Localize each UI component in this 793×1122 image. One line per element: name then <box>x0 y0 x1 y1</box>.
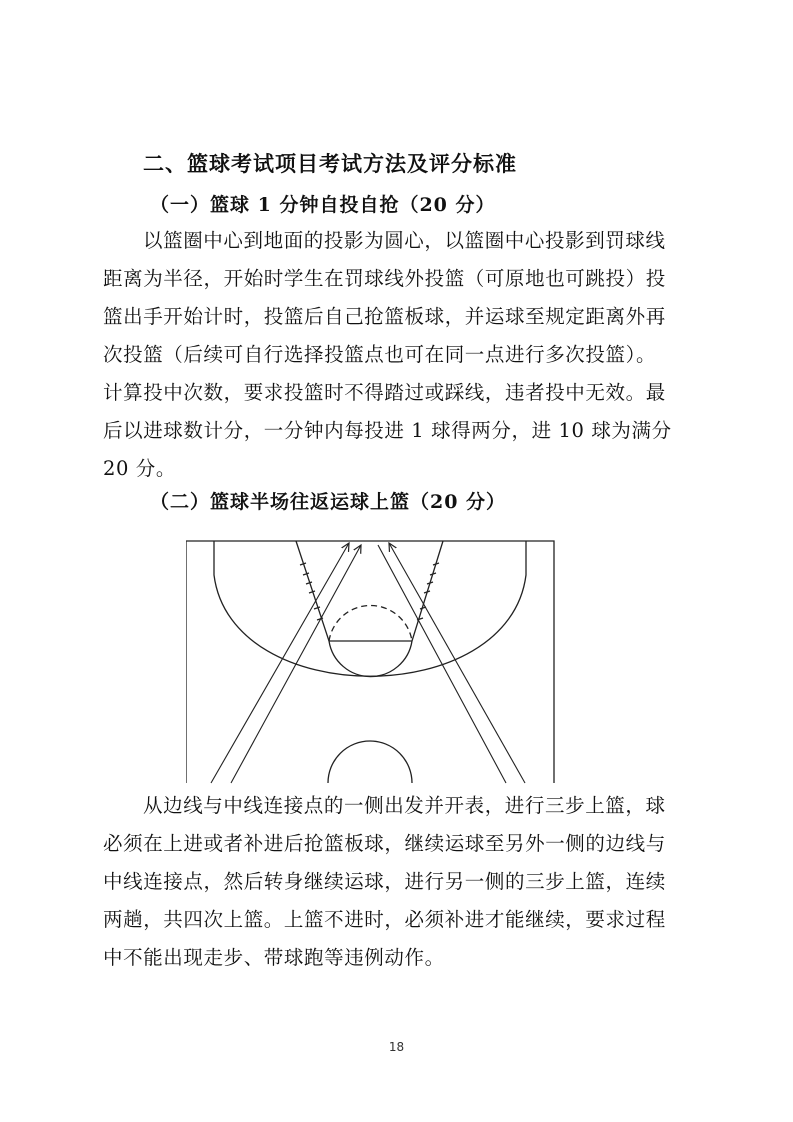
item1-line: 20 分。 <box>103 457 177 480</box>
item1-line: 次投篮（后续可自行选择投篮点也可在同一点进行多次投篮）。 <box>103 343 657 366</box>
free-throw-arc-solid <box>329 641 412 677</box>
item2-line: 中不能出现走步、带球跑等违例动作。 <box>103 946 445 969</box>
half-court-diagram <box>186 535 556 785</box>
item2-line: 中线连接点，然后转身继续运球，进行另一侧的三步上篮，连续 <box>103 870 666 893</box>
layup-path-left-inner <box>231 545 361 783</box>
section-title: 二、篮球考试项目考试方法及评分标准 <box>143 152 517 176</box>
item2-paragraph <box>103 787 703 977</box>
item1-line: 后以进球数计分，一分钟内每投进 1 球得两分，进 10 球为满分 <box>103 419 672 442</box>
layup-path-right-outer <box>389 543 525 783</box>
item1-title: （一）篮球 1 分钟自投自抢（20 分） <box>150 194 496 216</box>
item2-line: 从边线与中线连接点的一侧出发并开表，进行三步上篮，球 <box>143 794 666 817</box>
center-circle-half <box>328 741 412 783</box>
item1-line: 以篮圈中心到地面的投影为圆心，以篮圈中心投影到罚球线 <box>143 229 666 252</box>
item2-line: 必须在上进或者补进后抢篮板球，继续运球至另外一侧的边线与 <box>103 832 666 855</box>
page-number: 18 <box>388 1040 405 1054</box>
three-point-arc <box>214 541 526 676</box>
item2-title: （二）篮球半场往返运球上篮（20 分） <box>150 491 507 513</box>
layup-path-left-outer <box>211 543 349 783</box>
free-throw-arc-dashed <box>329 605 412 641</box>
item1-line: 距离为半径，开始时学生在罚球线外投篮（可原地也可跳投）投 <box>103 267 666 290</box>
item1-line: 篮出手开始计时，投篮后自己抢篮板球，并运球至规定距离外再 <box>103 305 666 328</box>
item1-paragraph <box>103 222 703 488</box>
item1-line: 计算投中次数，要求投篮时不得踏过或踩线，违者投中无效。最 <box>103 381 666 404</box>
layup-path-right-inner <box>378 545 506 783</box>
item2-line: 两趟，共四次上篮。上篮不进时，必须补进才能继续，要求过程 <box>103 908 666 931</box>
court-outline <box>186 541 554 783</box>
